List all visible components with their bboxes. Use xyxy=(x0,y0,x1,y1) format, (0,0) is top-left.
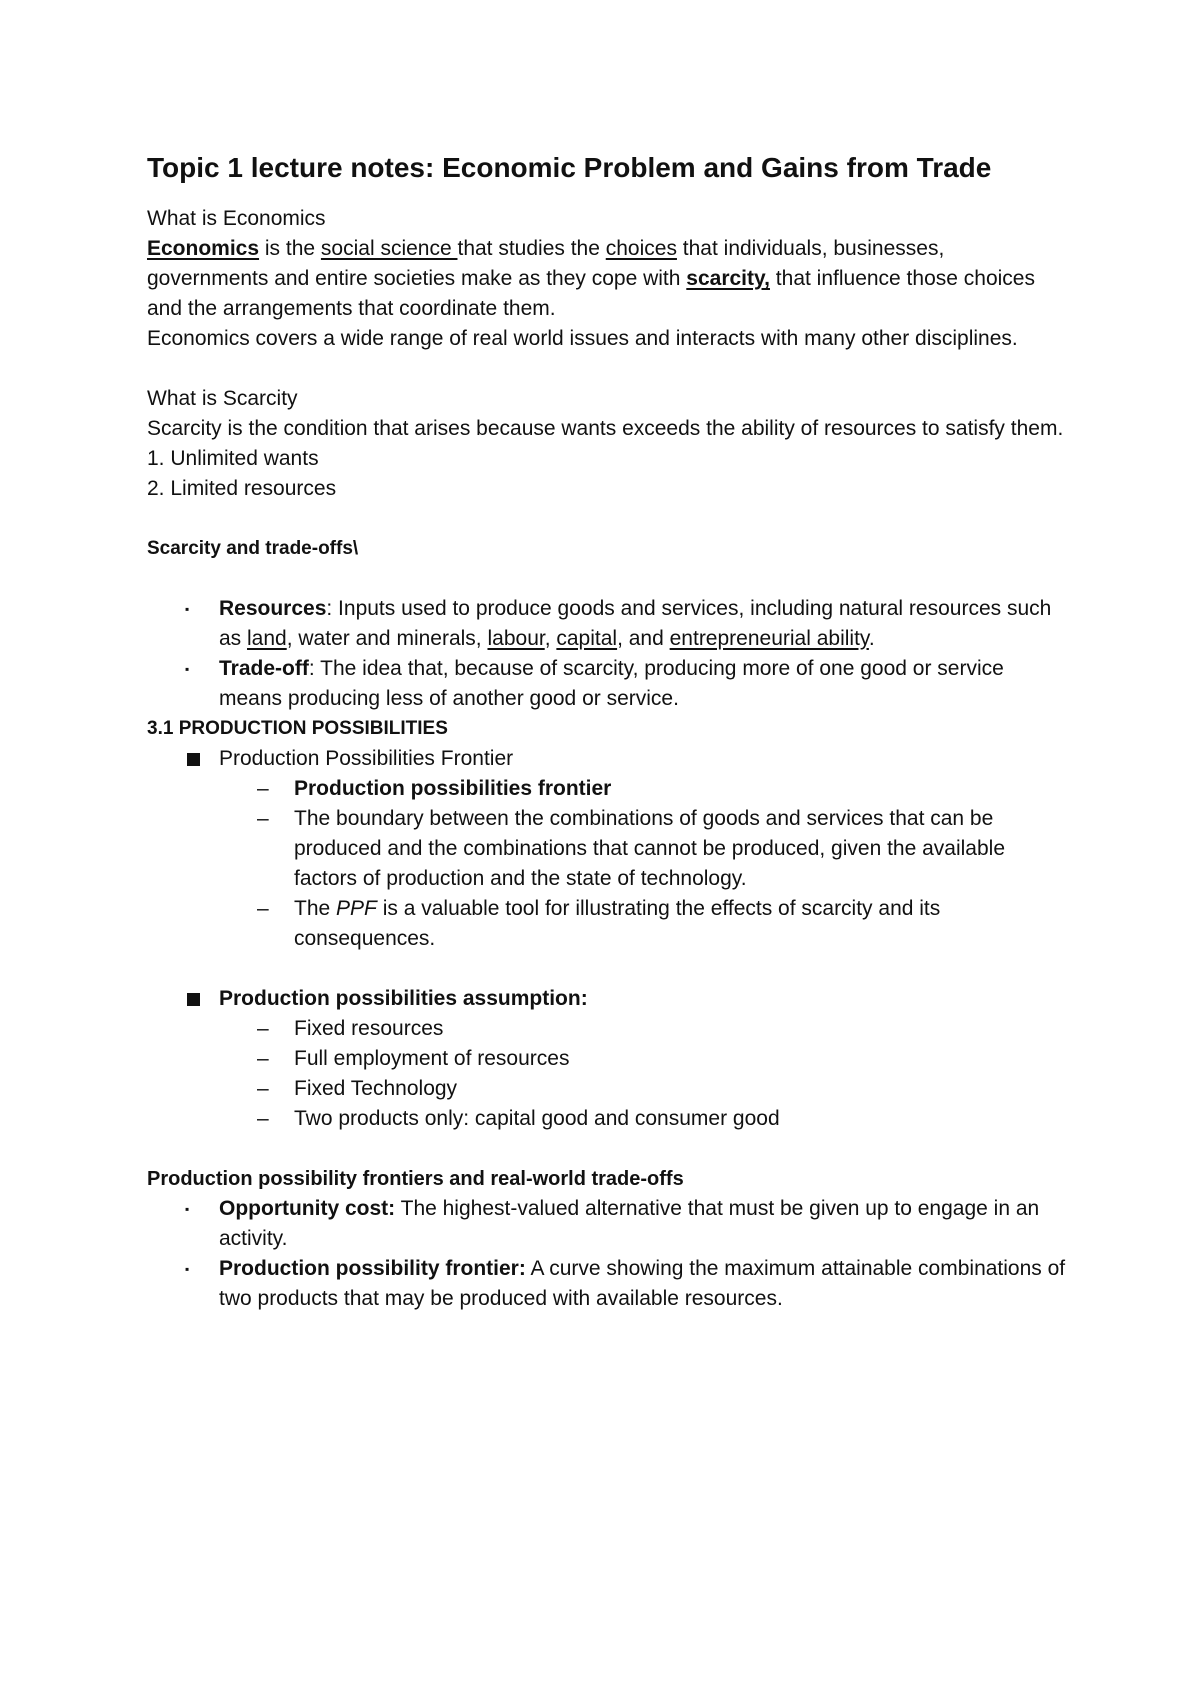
ppf-bullet xyxy=(147,744,1067,774)
assumption-text: Fixed resources xyxy=(294,1017,444,1040)
term-entrepreneurial-ability: entrepreneurial ability xyxy=(669,627,869,650)
term-ppf: PPF xyxy=(336,897,377,920)
dash-item xyxy=(147,1014,1067,1044)
dash-item xyxy=(147,804,1067,894)
term-economics: Economics xyxy=(147,237,260,260)
text-run: that influence those choices and the arrangements that coordinate them. xyxy=(147,267,1035,320)
dash-icon: – xyxy=(257,1017,269,1040)
bullet-icon: ▪ xyxy=(185,1202,190,1216)
text-run: The xyxy=(294,897,337,920)
ppf-item-label: Production Possibilities Frontier xyxy=(219,747,514,770)
resources-bullet xyxy=(147,594,1067,654)
ppf-definition-bullet xyxy=(147,1254,1067,1314)
term-resources: Resources xyxy=(219,597,327,620)
term-scarcity: scarcity, xyxy=(686,267,770,290)
dash-item xyxy=(147,1044,1067,1074)
term-capital: capital xyxy=(556,627,618,650)
square-bullet-icon xyxy=(187,993,200,1006)
term-ppf-definition: Production possibility frontier: xyxy=(219,1257,526,1280)
dash-icon: – xyxy=(257,807,269,830)
text-run: is the xyxy=(259,237,321,260)
economics-scope: Economics covers a wide range of real world issues and interacts with many other disciplines. xyxy=(147,327,1018,350)
dash-icon: – xyxy=(257,1107,269,1130)
text-run: A curve showing the maximum attainable combinations of two products that may be produced with available resources. xyxy=(219,1257,1066,1310)
term-labour: labour xyxy=(487,627,545,650)
real-world-heading: Production possibility frontiers and real-world trade-offs xyxy=(147,1168,684,1190)
dash-item xyxy=(147,774,1067,804)
text-run: , water and minerals, xyxy=(286,627,488,650)
ppf-boundary-text: The boundary between the combinations of goods and services that can be produced and the combinations that cannot be produced, given the available factors of production and the state of technology. xyxy=(294,807,1006,890)
assumption-text: Fixed Technology xyxy=(294,1077,458,1100)
text-run: , xyxy=(544,627,557,650)
page-title: Topic 1 lecture notes: Economic Problem and Gains from Trade xyxy=(147,152,992,183)
text-run: is a valuable tool for illustrating the effects of scarcity and its consequences. xyxy=(294,897,941,950)
section-heading-3-1: 3.1 PRODUCTION POSSIBILITIES xyxy=(147,718,448,739)
assumption-text: Two products only: capital good and consumer good xyxy=(294,1107,780,1130)
list-item: 2. Limited resources xyxy=(147,477,337,500)
assumption-bullet xyxy=(147,984,1067,1014)
dash-item xyxy=(147,1104,1067,1134)
bullet-icon: ▪ xyxy=(185,1262,190,1276)
bullet-icon: ▪ xyxy=(185,662,190,676)
dash-icon: – xyxy=(257,897,269,920)
scarcity-definition: Scarcity is the condition that arises because wants exceeds the ability of resources to satisfy them. xyxy=(147,417,1064,440)
what-is-economics-heading: What is Economics xyxy=(147,207,326,230)
text-run: that studies the xyxy=(457,237,606,260)
term-trade-off: Trade-off xyxy=(219,657,309,680)
text-run: , and xyxy=(617,627,670,650)
opportunity-cost-bullet xyxy=(147,1194,1067,1254)
dash-item xyxy=(147,1074,1067,1104)
document-page xyxy=(147,148,1067,1314)
tradeoff-bullet xyxy=(147,654,1067,714)
text-run: that individuals, businesses, governments and entire societies make as they cope with xyxy=(147,237,945,290)
list-item: 1. Unlimited wants xyxy=(147,447,319,470)
dash-item xyxy=(147,894,1067,954)
dash-icon: – xyxy=(257,1047,269,1070)
term-social-science: social science xyxy=(320,237,458,260)
term-opportunity-cost: Opportunity cost: xyxy=(219,1197,396,1220)
text-run: : The idea that, because of scarcity, producing more of one good or service means producing less of another good or service. xyxy=(219,657,1004,710)
text-run: : Inputs used to produce goods and services, including natural resources such as xyxy=(219,597,1052,650)
dash-icon: – xyxy=(257,1077,269,1100)
square-bullet-icon xyxy=(187,753,200,766)
term-land: land xyxy=(247,627,287,650)
assumption-label: Production possibilities assumption: xyxy=(219,987,588,1010)
economics-definition xyxy=(147,234,1067,324)
assumption-text: Full employment of resources xyxy=(294,1047,570,1070)
text-run: . xyxy=(868,627,875,650)
term-choices: choices xyxy=(605,237,677,260)
scarcity-tradeoffs-heading: Scarcity and trade-offs\ xyxy=(147,538,359,559)
ppf-sub-title: Production possibilities frontier xyxy=(294,777,612,800)
text-run: The highest-valued alternative that must be given up to engage in an activity. xyxy=(219,1197,1040,1250)
bullet-icon: ▪ xyxy=(185,602,190,616)
dash-icon: – xyxy=(257,777,269,800)
what-is-scarcity-heading: What is Scarcity xyxy=(147,387,298,410)
